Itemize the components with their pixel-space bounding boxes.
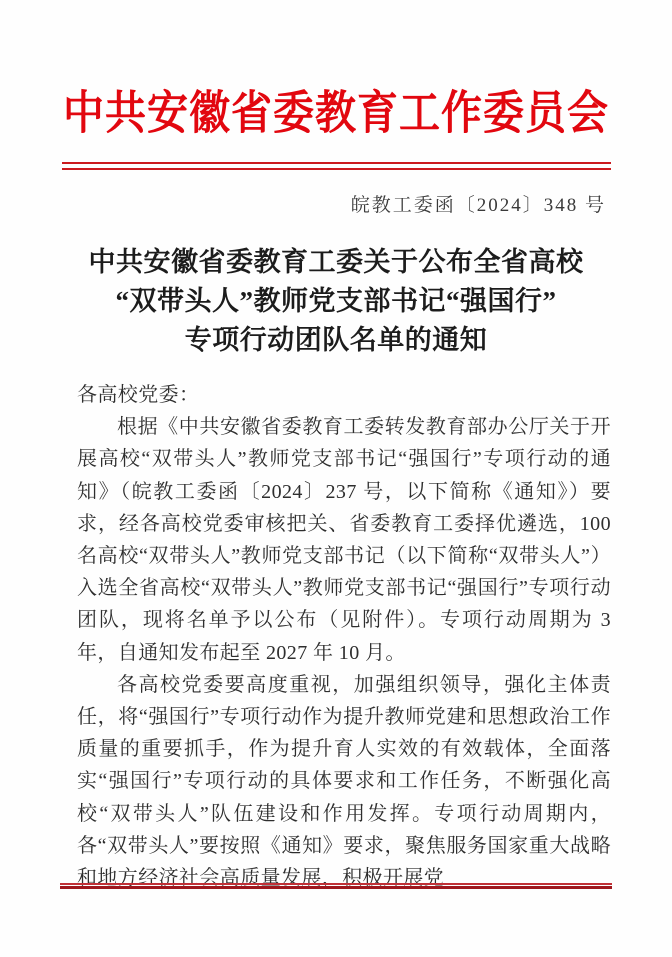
body-paragraph-2: 各高校党委要高度重视，加强组织领导，强化主体责任，将“强国行”专项行动作为提升教师党建和思想政治工作质量的重要抓手，作为提升育人实效的有效载体，全面落实“强国行”专项行动的具体要求和工作任务，不断强化高校“双带头人”队伍建设和作用发挥。专项行动周期内，各“双带头人”要按照《通知》要求，聚焦服务国家重大战略和地方经济社会高质量发展，积极开展党 [77,673,611,890]
footer-double-rule [60,883,612,889]
document-reference-number: 皖教工委函〔2024〕348 号 [350,195,606,216]
document-body [77,379,611,894]
issuing-org-title: 中共安徽省委教育工作委员会 [63,87,609,139]
salutation: 各高校党委： [77,384,200,406]
document-title [30,243,642,360]
document-title-line-2: “双带头人”教师党支部书记“强国行” [115,286,557,316]
document-title-line-3: 专项行动团队名单的通知 [184,325,488,355]
header-double-rule [62,162,611,170]
document-title-line-1: 中共安徽省委教育工委关于公布全省高校 [88,247,584,277]
body-paragraph-1: 根据《中共安徽省委教育工委转发教育部办公厅关于开展高校“双带头人”教师党支部书记“强国行”专项行动的通知》（皖教工委函〔2024〕237 号，以下简称《通知》）要求，经各高校党委审核把关、省委教育工委择优遴选，100 名高校“双带头人”教师党支部书记（以下简称“双带头人”）入选全省高校“双带头人”教师党支部书记“强国行”专项行动团队，现将名单予以公布（见附件）。专项行动周期为 3 年，自通知发布起至 2027 年 10 月。 [77,416,611,664]
